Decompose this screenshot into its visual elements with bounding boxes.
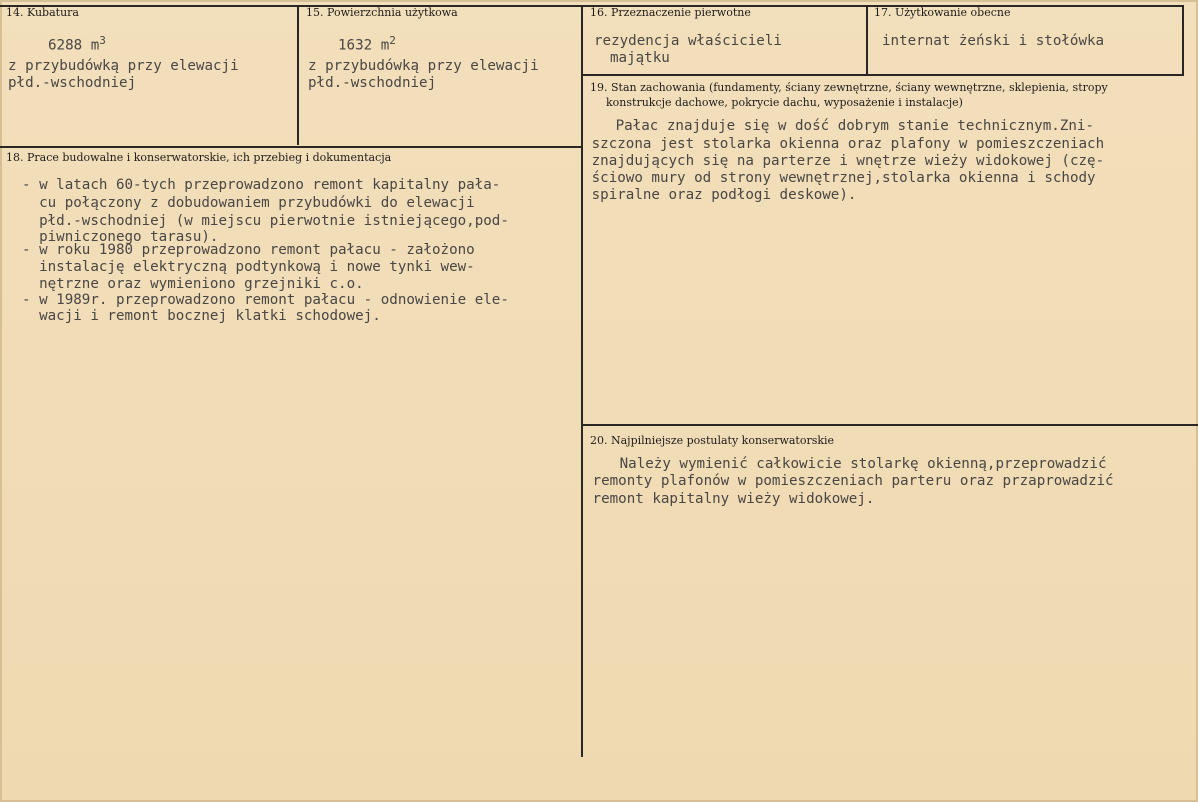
field-18-line-5: - w roku 1980 przeprowadzono remont pałacu - założono	[22, 242, 475, 258]
field-14-note-line-2: płd.-wschodniej	[8, 75, 137, 91]
field-19-line-4: ściowo mury od strony wewnętrznej,stolarka okienna i schody	[566, 170, 1096, 186]
field-20-header: 20. Najpilniejsze postulaty konserwatorskie	[590, 434, 835, 447]
field-20-line-1: Należy wymienić całkowicie stolarkę okienną,przeprowadzić	[594, 456, 1107, 472]
field-17-header: 17. Użytkowanie obecne	[874, 6, 1011, 19]
field-18-line-2: cu połączony z dobudowaniem przybudówki do elewacji	[22, 195, 475, 211]
field-16-header: 16. Przeznaczenie pierwotne	[590, 6, 751, 19]
main-vertical-divider	[581, 5, 583, 757]
field-14-note-line-1: z przybudówką przy elewacji	[8, 58, 239, 74]
divider-14-15	[297, 5, 299, 145]
field-16-line-1: rezydencja właścicieli	[594, 33, 782, 49]
field-20-line-3: remont kapitalny wieży widokowej.	[584, 491, 875, 507]
field-15-note-line-1: z przybudówką przy elewacji	[308, 58, 539, 74]
field-15-note-line-2: płd.-wschodniej	[308, 75, 437, 91]
field-18-line-6: instalację elektryczną podtynkową i nowe tynki wew-	[22, 259, 475, 275]
horizontal-16-17-bottom	[583, 74, 1184, 76]
field-19-line-3: znajdujących się na parterze i wnętrze wieży widokowej (czę-	[566, 153, 1105, 169]
horizontal-19-bottom	[583, 424, 1198, 426]
field-18-line-3: płd.-wschodniej (w miejscu pierwotnie istniejącego,pod-	[22, 213, 509, 229]
field-14-header: 14. Kubatura	[6, 6, 79, 19]
field-20-line-2: remonty plafonów w pomieszczeniach parteru oraz przaprowadzić	[584, 473, 1114, 489]
right-border-line	[1182, 5, 1184, 75]
field-18-line-1: - w latach 60-tych przeprowadzono remont kapitalny pała-	[22, 177, 501, 193]
field-18-line-7: nętrzne oraz wymieniono grzejniki c.o.	[22, 276, 364, 292]
field-14-value	[48, 32, 106, 55]
powierzchnia-value: 1632 m	[338, 37, 390, 54]
field-18-line-8: - w 1989r. przeprowadzono remont pałacu - odnowienie ele-	[22, 292, 509, 308]
field-16-line-2: majątku	[610, 50, 670, 66]
field-18-header: 18. Prace budowalne i konserwatorskie, ich przebieg i dokumentacja	[6, 151, 392, 164]
field-19-header: 19. Stan zachowania (fundamenty, ściany zewnętrzne, ściany wewnętrzne, sklepienia, stropy	[590, 81, 1108, 94]
field-19-line-2: szczona jest stolarka okienna oraz plafony w pomieszczeniach	[566, 136, 1105, 152]
field-19-line-5: spiralne oraz podłogi deskowe).	[566, 187, 857, 203]
field-15-header: 15. Powierzchnia użytkowa	[306, 6, 458, 19]
kubatura-unit-exponent: 3	[99, 34, 106, 47]
field-18-line-4: piwniczonego tarasu).	[22, 229, 219, 245]
field-19-line-1: Pałac znajduje się w dość dobrym stanie technicznym.Zni-	[590, 118, 1094, 134]
divider-16-17	[866, 5, 868, 75]
field-18-line-9: wacji i remont bocznej klatki schodowej.	[22, 308, 381, 324]
kubatura-value: 6288 m	[48, 37, 100, 54]
field-17-line-1: internat żeński i stołówka	[882, 33, 1105, 49]
powierzchnia-unit-exponent: 2	[389, 34, 396, 47]
field-15-value	[338, 32, 396, 55]
horizontal-14-15-bottom	[0, 146, 581, 148]
field-19-header-cont: konstrukcje dachowe, pokrycie dachu, wyposażenie i instalacje)	[606, 96, 963, 109]
